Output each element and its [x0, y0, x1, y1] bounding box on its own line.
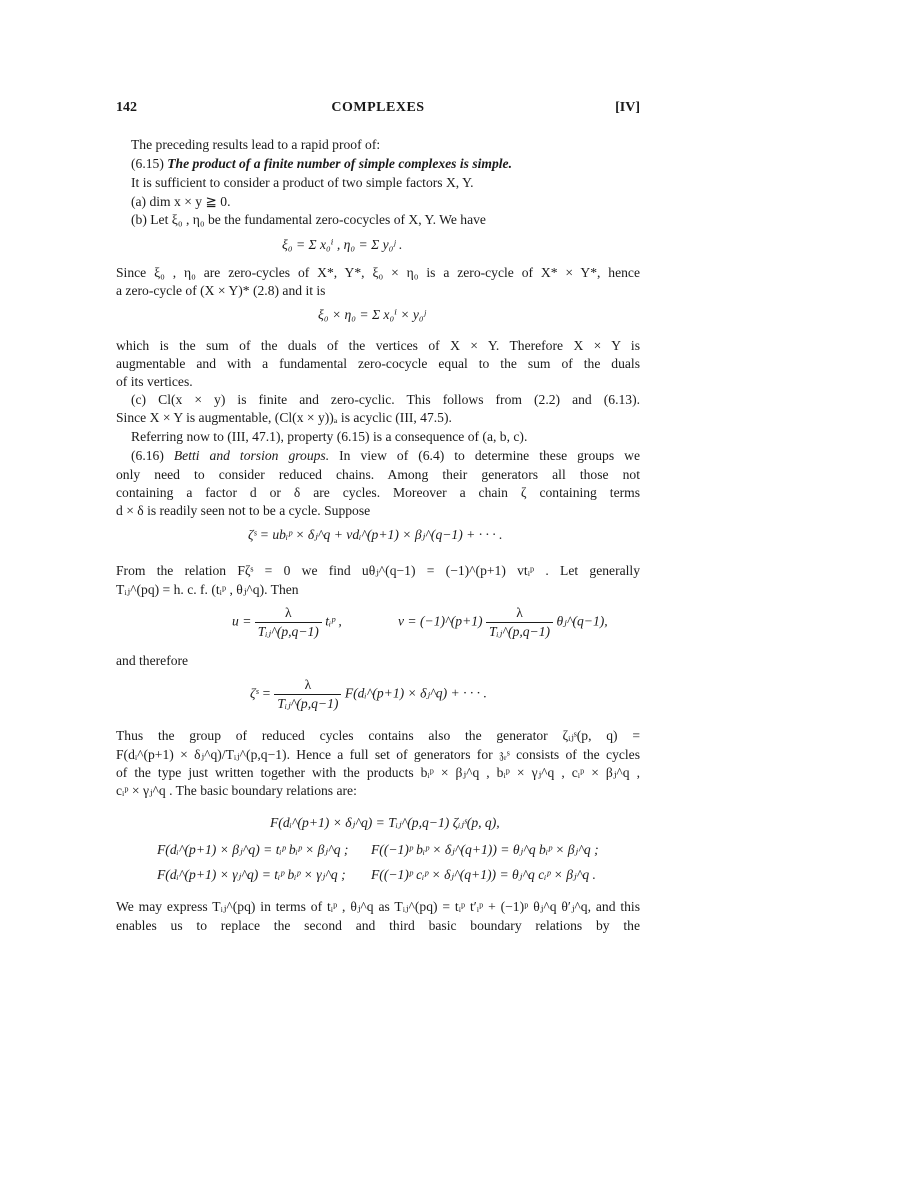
text-line: d × δ is readily seen not to be a cycle. Suppose: [116, 503, 371, 518]
text-line: enables us to replace the second and third basic boundary relations by the: [116, 918, 640, 933]
text-line: and therefore: [116, 653, 189, 668]
text-line: of the type just written together with the products bᵢᵖ × βⱼ^q , bᵢᵖ × γⱼ^q , cᵢᵖ × βⱼ^q ,: [116, 765, 640, 780]
display-equation-v: v = (−1)^(p+1) $\frac{\lambda}{\text{Tᵢⱼ\textasciicircum{}(p,q−1)}}$ θⱼ^(q−1),: [398, 605, 608, 639]
boundary-relation: F((−1)ᵖ bᵢᵖ × δⱼ^(q+1)) = θⱼ^q bᵢᵖ × βⱼ^q ;: [371, 842, 599, 857]
text-line: Since X × Y is augmentable, (Cl(x × y))ₐ is acyclic (III, 47.5).: [116, 410, 452, 425]
boundary-relation: F(dᵢ^(p+1) × βⱼ^q) = tᵢᵖ bᵢᵖ × βⱼ^q ;: [157, 842, 349, 857]
section-number: (6.16): [131, 448, 164, 463]
text-line: Since ξ₀ , η₀ are zero-cycles of X*, Y*, ξ₀ × η₀ is a zero-cycle of X* × Y*, hence: [116, 265, 640, 280]
boundary-relation: F((−1)ᵖ cᵢᵖ × δⱼ^(q+1)) = θⱼ^q cᵢᵖ × βⱼ^q .: [371, 867, 596, 882]
boundary-relation: F(dᵢ^(p+1) × γⱼ^q) = tᵢᵖ bᵢᵖ × γⱼ^q ;: [157, 867, 346, 882]
text-line: which is the sum of the duals of the vertices of X × Y. Therefore X × Y is: [116, 338, 640, 353]
text-line: (a) dim x × y ≧ 0.: [131, 194, 231, 209]
text-line: We may express Tᵢⱼ^(pq) in terms of tᵢᵖ , θⱼ^q as Tᵢⱼ^(pq) = tᵢᵖ t′ᵢᵖ + (−1)ᵖ θⱼ^q θ′ⱼ^q, and this: [116, 899, 640, 914]
display-equation: ζˢ = ubᵢᵖ × δⱼ^q + vdᵢ^(p+1) × βⱼ^(q−1) + · · · .: [248, 527, 503, 542]
text-line: F(dᵢ^(p+1) × δⱼ^q)/Tᵢⱼ^(p,q−1). Hence a full set of generators for 𝔷ᵣˢ consists of the cycles: [116, 747, 640, 762]
theorem-number: (6.15): [131, 156, 164, 171]
text-line: cᵢᵖ × γⱼ^q . The basic boundary relations are:: [116, 783, 357, 798]
text-line: augmentable and with a fundamental zero-cocycle equal to the sum of the duals: [116, 356, 640, 371]
fraction: $\frac{\lambda}{\text{Tᵢⱼ\textasciicircum{}(p,q−1)}}$: [486, 604, 553, 641]
chapter-title: COMPLEXES: [331, 100, 425, 115]
text-line: containing a factor d or δ are cycles. Moreover a chain ζ containing terms: [116, 485, 640, 500]
text-line: only need to consider reduced chains. Among their generators all those not: [116, 467, 640, 482]
text-line: It is sufficient to consider a product of two simple factors X, Y.: [131, 175, 474, 190]
page-number: 142: [116, 100, 137, 115]
text-line: (b) Let ξ₀ , η₀ be the fundamental zero-cocycles of X, Y. We have: [131, 212, 486, 227]
theorem-text: The product of a finite number of simple complexes is simple.: [167, 156, 512, 171]
text-line: of its vertices.: [116, 374, 193, 389]
fraction: $\frac{\lambda}{\text{Tᵢⱼ\textasciicircum{}(p,q−1)}}$: [274, 676, 341, 713]
fraction: $\frac{\lambda}{\text{Tᵢⱼ\textasciicircum{}(p,q−1)}}$: [255, 604, 322, 641]
text-line: Tᵢⱼ^(pq) = h. c. f. (tᵢᵖ , θⱼ^q). Then: [116, 582, 299, 597]
chapter-number: [IV]: [615, 100, 640, 115]
display-equation: ζˢ = $\frac{\lambda}{\text{Tᵢⱼ\textasciicircum{}(p,q−1)}}$ F(dᵢ^(p+1) × δⱼ^q) + · · · .: [250, 677, 487, 711]
text-line: (c) Cl(x × y) is finite and zero-cyclic. This follows from (2.2) and (6.13).: [131, 392, 640, 407]
text-line: From the relation Fζˢ = 0 we find uθⱼ^(q−1) = (−1)^(p+1) vtᵢᵖ . Let generally: [116, 563, 640, 578]
boundary-relation: F(dᵢ^(p+1) × δⱼ^q) = Tᵢⱼ^(p,q−1) ζᵢⱼˢ(p, q),: [270, 815, 500, 830]
section-title: Betti and torsion groups.: [173, 448, 330, 463]
display-equation: ξ₀ = Σ x₀ⁱ , η₀ = Σ y₀ʲ .: [282, 237, 403, 252]
display-equation-u: u = $\frac{\lambda}{\text{Tᵢⱼ\textasciicircum{}(p,q−1)}}$ tᵢᵖ ,: [232, 605, 342, 639]
text-line: a zero-cycle of (X × Y)* (2.8) and it is: [116, 283, 326, 298]
text-line: (6.16) Betti and torsion groups. In view of (6.4) to determine these groups we: [131, 448, 640, 463]
theorem-statement: [131, 155, 640, 173]
text-line: The preceding results lead to a rapid proof of:: [131, 137, 381, 152]
display-equation: ξ₀ × η₀ = Σ x₀ⁱ × y₀ʲ: [318, 307, 426, 322]
running-header: [116, 100, 640, 122]
text-line: Referring now to (III, 47.1), property (6.15) is a consequence of (a, b, c).: [131, 429, 528, 444]
text-line: Thus the group of reduced cycles contains also the generator ζᵢⱼˢ(p, q) =: [116, 728, 640, 743]
